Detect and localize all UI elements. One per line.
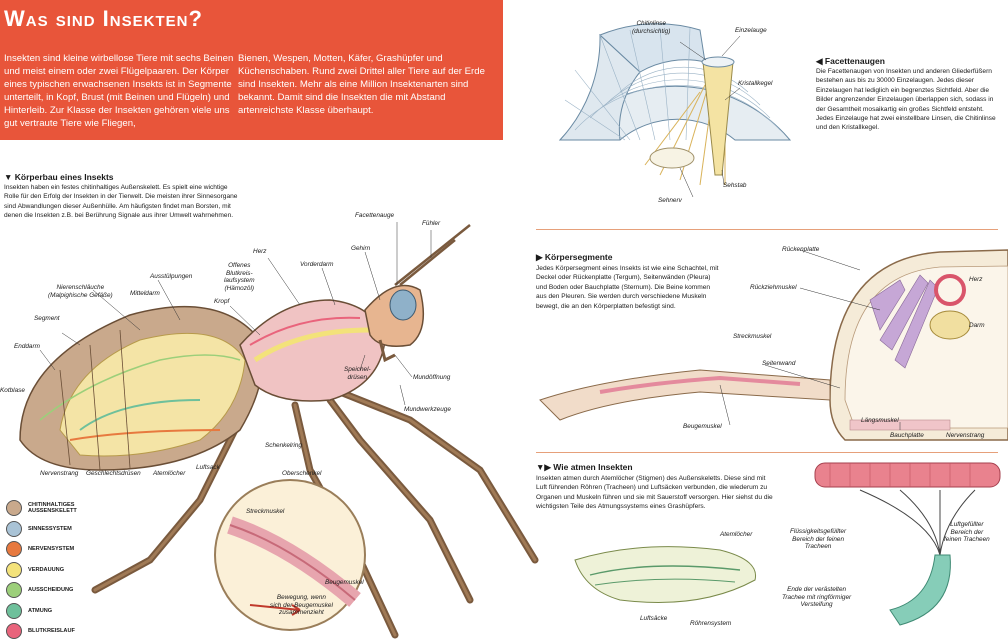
label-chitinlinse: Chitinlinse (durchsichtig) xyxy=(632,20,671,35)
facettenaugen-text: Die Facettenaugen von Insekten und anderen Gliederfüßern bestehen aus bis zu 30000 Einzelaugen. Jedes dieser Einzelaugen hat lediglich ein begrenztes Sichtfeld. Aber die Bilder angrenzender Einzelaugen überlappen sich, sodass in der Gesamtheit mosaikartig ein großes Sichtfeld entsteht. Jedes Einzelauge hat zwei einstellbare Linsen, die Chitinlinse und den Kristallkegel. xyxy=(816,68,996,132)
legend-swatch-icon xyxy=(6,562,22,578)
legend-item-excretion: AUSSCHEIDUNG xyxy=(6,580,116,601)
koerpersegmente-heading: ▶ Körpersegmente xyxy=(536,252,613,262)
label-kristallkegel: Kristallkegel xyxy=(738,80,773,87)
label-schenkelring: Schenkelring xyxy=(265,442,302,449)
label-blutkreislauf: Offenes Blutkreis- laufsystem (Hämozöl) xyxy=(224,262,255,292)
koerperbau-text: Insekten haben ein festes chitinhaltiges Außenskelett. Es spielt eine wichtige Rolle für den Erfolg der Insekten in der Tierwelt. Die meisten ihrer Sinnesorgane sind Abwandlungen dieser Außenhülle. Am häufigsten findet man Borsten, mit denen die Insekten z.B. bei Berührung Signale aus ihrer Umwelt wahrnehmen. xyxy=(4,184,238,220)
label-mundwerkzeuge: Mundwerkzeuge xyxy=(404,406,451,413)
label-bauchplatte: Bauchplatte xyxy=(890,432,924,439)
label-herz-segment: Herz xyxy=(969,276,983,283)
label-luftsaecke: Luftsäcke xyxy=(640,615,668,622)
atmung-heading: ▼▶ Wie atmen Insekten xyxy=(536,462,633,472)
label-seitenwand: Seitenwand xyxy=(762,360,796,367)
legend-swatch-icon xyxy=(6,521,22,537)
label-trachee-ende: Ende der verästelten Trachee mit ringförmiger Versteifung xyxy=(782,586,852,608)
label-sehnerv: Sehnerv xyxy=(658,197,682,204)
section-divider xyxy=(536,229,998,230)
label-rueckziehmuskel: Rückziehmuskel xyxy=(750,284,797,291)
label-bewegung: Bewegung, wenn sich der Beugemuskel zusammenzieht xyxy=(270,594,333,616)
grasshopper-respiration-illustration xyxy=(575,547,756,603)
legend-swatch-icon xyxy=(6,500,22,516)
legend xyxy=(6,498,116,642)
label-fluessigkeit: Flüssigkeitsgefüllter Bereich der feinen Tracheen xyxy=(790,528,847,550)
label-luftgefuellt: Luftgefüllter Bereich der feinen Tracheen xyxy=(944,521,990,543)
label-atemloecher: Atemlöcher xyxy=(153,470,186,477)
label-atemloecher-grashuepfer: Atemlöcher xyxy=(720,531,753,538)
koerpersegmente-text: Jedes Körpersegment eines Insekts ist wie eine Schachtel, mit Deckel oder Rückenplatte (Tergum), Seitenwänden (Pleura) und Boden oder Bauchplatte (Sternum). Die Beine kommen aus den Pleuren. Sie werden durch verschiedene Muskeln bewegt, die an den Körperplatten befestigt sind. xyxy=(536,265,719,310)
legend-item-respiration: ATMUNG xyxy=(6,601,116,622)
legend-swatch-icon xyxy=(6,603,22,619)
legend-swatch-icon xyxy=(6,582,22,598)
label-streckmuskel: Streckmuskel xyxy=(733,333,772,340)
atmung-text: Insekten atmen durch Atemlöcher (Stigmen) des Außenskeletts. Diese sind mit Luft führenden Röhren (Tracheen) und Luftsäcken verbunden, die wiederum zu Organen und Muskeln führen und sie mit Sauerstoff versorgen. Hier siehst du die wichtigsten Teile des Atmungssystems eines Grashüpfers. xyxy=(536,475,773,511)
legend-swatch-icon xyxy=(6,541,22,557)
label-enddarm: Enddarm xyxy=(14,343,40,350)
label-nierenschlaeuche: Nierenschläuche (Malpighische Gefäße) xyxy=(48,284,113,299)
header-banner xyxy=(0,0,503,140)
facettenaugen-heading: ◀ Facettenaugen xyxy=(816,56,885,66)
label-ausstuelpungen: Ausstülpungen xyxy=(150,273,193,280)
section-divider xyxy=(536,452,998,453)
label-luftsack: Luftsack xyxy=(196,464,220,471)
intro-text-col1: Insekten sind kleine wirbellose Tiere mit sechs Beinen und meist einem oder zwei Flügelpaaren. Der Körper eines typischen erwachsenen Insekts ist in Segmente unterteilt, in Kopf, Brust (mit Beinen und Flügeln) und Hinterleib. Zur Klasse der Insekten gehören viele uns gut vertraute Tiere wie Fliegen, xyxy=(4,53,234,129)
label-herz: Herz xyxy=(253,248,267,255)
label-vorderdarm: Vorderdarm xyxy=(300,261,334,268)
label-fuehler: Fühler xyxy=(422,220,441,227)
label-roehrensystem: Röhrensystem xyxy=(690,620,732,627)
legend-item-sensory: SINNESSYSTEM xyxy=(6,519,116,540)
label-darm: Darm xyxy=(969,322,985,329)
label-sehstab: Sehstab xyxy=(723,182,747,189)
label-einzelauge: Einzelauge xyxy=(735,27,767,34)
label-kropf: Kropf xyxy=(214,298,230,305)
legend-item-digestion: VERDAUUNG xyxy=(6,560,116,581)
label-kotblase: Kotblase xyxy=(0,387,25,394)
legend-swatch-icon xyxy=(6,623,22,639)
label-nervenstrang-segment: Nervenstrang xyxy=(946,432,985,439)
page-title: Was sind Insekten? xyxy=(4,6,203,31)
koerperbau-heading: ▼ Körperbau eines Insekts xyxy=(4,172,114,182)
label-oberschenkel: Oberschenkel xyxy=(282,470,322,477)
label-facettenauge: Facettenauge xyxy=(355,212,395,219)
compound-eye-illustration xyxy=(560,24,790,185)
label-rueckenplatte: Rückenplatte xyxy=(782,246,820,253)
legend-item-circulation: BLUTKREISLAUF xyxy=(6,621,116,642)
label-beugemuskel-detail: Beugemuskel xyxy=(325,579,364,586)
label-mundoeffnung: Mundöffnung xyxy=(413,374,451,381)
label-mitteldarm: Mitteldarm xyxy=(130,290,160,297)
label-streckmuskel-detail: Streckmuskel xyxy=(246,508,285,515)
label-segment: Segment xyxy=(34,315,60,322)
intro-text-col2: Bienen, Wespen, Motten, Käfer, Grashüpfer und Küchenschaben. Rund zwei Drittel aller Tiere auf der Erde sind Insekten. Mehr als eine Million Insektenarten sind bekannt. Damit sind die Insekten die mit Abstand artenreichste Klasse überhaupt. xyxy=(238,53,485,116)
label-nervenstrang: Nervenstrang xyxy=(40,470,79,477)
label-geschlechtsdruesen: Geschlechtsdrüsen xyxy=(86,470,141,477)
label-laengsmuskel: Längsmuskel xyxy=(861,417,899,424)
label-gehirn: Gehirn xyxy=(351,245,371,252)
label-speicheldruesen: Speichel- drüsen xyxy=(344,366,371,381)
legend-item-nervous: NERVENSYSTEM xyxy=(6,539,116,560)
label-beugemuskel: Beugemuskel xyxy=(683,423,722,430)
legend-item-exoskeleton: CHITINHALTIGES AUSSENSKELETT xyxy=(6,498,116,519)
